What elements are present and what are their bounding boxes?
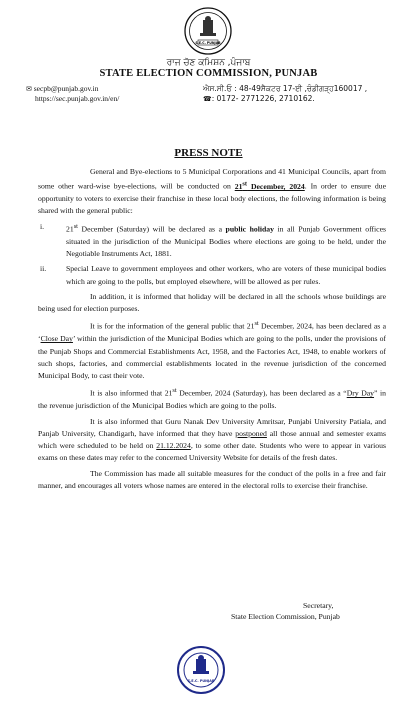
close-day-paragraph: It is for the information of the general public that 21st December, 2024, has been declared as a ‘Close Day’ within the jurisdiction of the Municipal Bodies which are going to the polls, under the provisions of the Punjab Shops and Commercial Establishments Act, 1958, and the Factories Act, 1948, to enable workers of such shops, factories, and commercial establishments located in the revenue jurisdiction of the concerned Municipal Body, to cast their vote. xyxy=(38,320,386,381)
website-link[interactable]: https://sec.punjab.gov.in/en/ xyxy=(35,94,120,103)
document-title: PRESS NOTE xyxy=(174,147,243,159)
intro-paragraph: General and Bye-elections to 5 Municipal Corporations and 41 Municipal Councils, apart from some other ward-wise bye-elections, will be conducted on 21st December, 2024. In order to ensure due opportunity to voters to exercise their franchise in these local body elections, the following information is being shared with the general public: xyxy=(38,167,386,216)
org-name-gurmukhi: ਰਾਜ ਚੋਣ ਕਮਿਸ਼ਨ ,ਪੰਜਾਬ xyxy=(166,58,251,68)
signature-office: State Election Commission, Punjab xyxy=(231,612,340,621)
postal-address: ਐਸ.ਸੀ.ਓ : 48-49ਸੈਕਟਰ 17-ਈ ,ਚੰਡੀਗੜ੍ਹ160017 , xyxy=(203,84,368,93)
press-note-body xyxy=(38,166,386,495)
official-stamp xyxy=(176,645,226,695)
signature-title: Secretary, xyxy=(303,601,334,610)
schools-paragraph: In addition, it is informed that holiday will be declared in all the schools whose buildings are being used for election purposes. xyxy=(38,291,386,314)
emblem-label: S.E.C. PUNJAB xyxy=(195,41,221,45)
contact-left xyxy=(26,84,119,104)
list-item-number: i. xyxy=(40,221,45,231)
list-item-text: Special Leave to government employees and other workers, who are voters of these municipal bodies which are going to the polls, but employed elsewhere, will be allowed as per rules. xyxy=(66,264,386,286)
email-address[interactable]: secpb@punjab.gov.in xyxy=(33,84,99,93)
list-item-text: 21st December (Saturday) will be declared as a public holiday in all Punjab Government offices situated in the jurisdiction of the Municipal Bodies where elections are going to be held, under the Negotiable Instruments Act, 1881. xyxy=(66,222,387,258)
email-icon: ✉ xyxy=(26,85,32,93)
universities-paragraph: It is also informed that Guru Nanak Dev University Amritsar, Punjabi University Patiala, and Panjab University, Chandigarh, have informed that they have postponed all those annual and semester exams which were scheduled to be held on 21.12.2024, to some other date. Students who were to appear in various exams on these dates may refer to the concerned University Website for details of the fresh dates. xyxy=(38,416,386,463)
commission-paragraph: The Commission has made all suitable measures for the conduct of the polls in a free and fair manner, and encourages all voters whose names are entered in the electoral rolls to exercise their franchise. xyxy=(38,468,386,491)
commission-emblem xyxy=(183,6,233,56)
list-item xyxy=(38,263,386,288)
list-item xyxy=(38,221,386,260)
stamp-label: S.E.C. PUNJAB xyxy=(187,679,215,683)
list-item-number: ii. xyxy=(40,264,47,274)
org-name-english: STATE ELECTION COMMISSION, PUNJAB xyxy=(99,68,318,79)
dry-day-paragraph: It is also informed that 21st December, 2024 (Saturday), has been declared as a “Dry Day” in the revenue jurisdiction of the Municipal Bodies which are going to the polls. xyxy=(38,387,386,411)
signature-block xyxy=(231,600,340,622)
contact-right: ਐਸ.ਸੀ.ਓ : 48-49ਸੈਕਟਰ 17-ਈ ,ਚੰਡੀਗੜ੍ਹ160017 , ☎: 0172- 2771226, 2710162. xyxy=(203,84,368,103)
phone-numbers: 0172- 2771226, 2710162. xyxy=(216,94,315,103)
phone-icon: ☎ xyxy=(203,95,212,103)
